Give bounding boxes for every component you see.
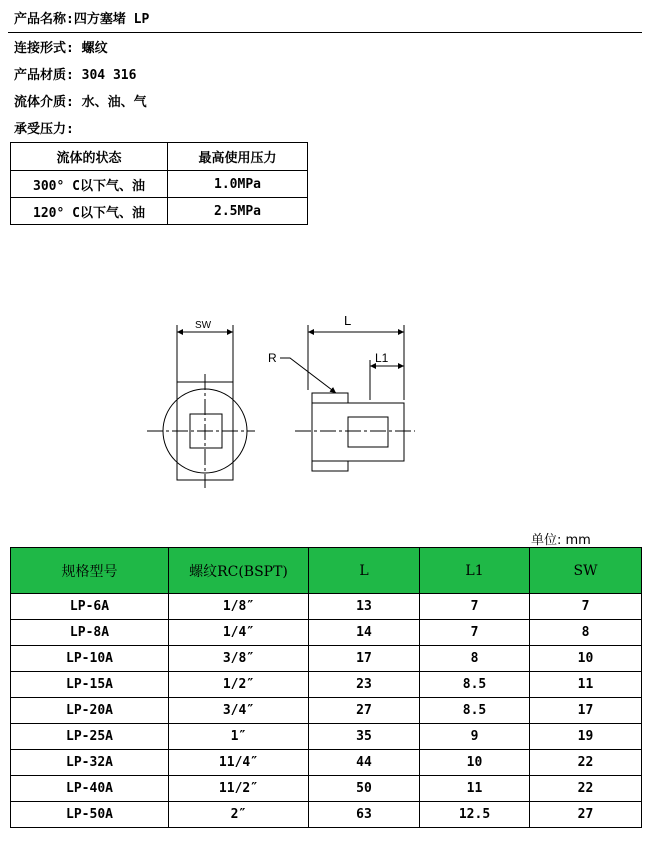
table-cell: 1/4″ <box>169 620 309 646</box>
table-cell: 2.5MPa <box>168 198 308 225</box>
table-cell: LP-25A <box>11 724 169 750</box>
table-row <box>11 646 642 672</box>
table-row <box>11 171 308 198</box>
pressure-table <box>10 142 308 225</box>
table-cell: LP-40A <box>11 776 169 802</box>
header-cell: L1 <box>420 548 530 594</box>
material-line: 产品材质: 304 316 <box>14 68 137 83</box>
table-row <box>11 198 308 225</box>
header-cell: 最高使用压力 <box>168 143 308 171</box>
table-cell: 23 <box>309 672 420 698</box>
table-cell: 11/4″ <box>169 750 309 776</box>
sw-label: SW <box>195 320 212 331</box>
table-cell: LP-8A <box>11 620 169 646</box>
table-cell: 8.5 <box>420 672 530 698</box>
table-cell: 63 <box>309 802 420 828</box>
table-row <box>11 698 642 724</box>
table-cell: 10 <box>530 646 642 672</box>
table-cell: 13 <box>309 594 420 620</box>
table-cell: 7 <box>420 594 530 620</box>
table-cell: 22 <box>530 776 642 802</box>
table-row <box>11 750 642 776</box>
table-cell: 17 <box>309 646 420 672</box>
table-cell: LP-50A <box>11 802 169 828</box>
front-view <box>147 325 255 488</box>
pressure-line: 承受压力: <box>14 122 74 137</box>
table-cell: 120° C以下气、油 <box>11 198 168 225</box>
r-label: R <box>268 351 277 365</box>
table-cell: LP-10A <box>11 646 169 672</box>
side-view <box>280 325 415 471</box>
table-cell: 9 <box>420 724 530 750</box>
unit-label: 单位: mm <box>531 533 591 548</box>
table-row <box>11 776 642 802</box>
table-cell: 27 <box>309 698 420 724</box>
table-row <box>11 594 642 620</box>
table-cell: LP-6A <box>11 594 169 620</box>
table-cell: 11 <box>420 776 530 802</box>
table-cell: 10 <box>420 750 530 776</box>
spec-table <box>10 547 642 828</box>
table-cell: 1.0MPa <box>168 171 308 198</box>
table-cell: 11 <box>530 672 642 698</box>
table-cell: 19 <box>530 724 642 750</box>
table-cell: 7 <box>530 594 642 620</box>
table-cell: 3/4″ <box>169 698 309 724</box>
header-cell: 流体的状态 <box>11 143 168 171</box>
header-cell: 螺纹RC(BSPT) <box>169 548 309 594</box>
table-cell: 11/2″ <box>169 776 309 802</box>
table-cell: 1/8″ <box>169 594 309 620</box>
table-cell: 12.5 <box>420 802 530 828</box>
table-cell: 22 <box>530 750 642 776</box>
table-cell: 17 <box>530 698 642 724</box>
table-cell: 14 <box>309 620 420 646</box>
l-label: L <box>344 313 352 328</box>
table-cell: 50 <box>309 776 420 802</box>
table-cell: 1″ <box>169 724 309 750</box>
table-cell: LP-15A <box>11 672 169 698</box>
table-cell: 2″ <box>169 802 309 828</box>
spec-table-header <box>11 548 642 594</box>
header-cell: L <box>309 548 420 594</box>
medium-line: 流体介质: 水、油、气 <box>14 95 147 110</box>
table-cell: LP-20A <box>11 698 169 724</box>
product-name-line: 产品名称:四方塞堵 LP <box>14 12 150 27</box>
plug-body <box>312 393 404 471</box>
technical-drawing <box>140 300 420 490</box>
table-row <box>11 620 642 646</box>
table-cell: 1/2″ <box>169 672 309 698</box>
pressure-table-header <box>11 143 308 171</box>
table-cell: 8 <box>420 646 530 672</box>
table-cell: 44 <box>309 750 420 776</box>
spec-table-body <box>11 594 642 828</box>
table-cell: 300° C以下气、油 <box>11 171 168 198</box>
divider <box>8 32 642 33</box>
table-cell: 27 <box>530 802 642 828</box>
table-row <box>11 802 642 828</box>
table-row <box>11 672 642 698</box>
table-cell: 8 <box>530 620 642 646</box>
table-cell: 7 <box>420 620 530 646</box>
table-cell: 8.5 <box>420 698 530 724</box>
hex-socket <box>348 417 388 447</box>
header-cell: 规格型号 <box>11 548 169 594</box>
table-cell: 35 <box>309 724 420 750</box>
header-cell: SW <box>530 548 642 594</box>
table-cell: 3/8″ <box>169 646 309 672</box>
l1-label: L1 <box>375 351 389 365</box>
table-cell: LP-32A <box>11 750 169 776</box>
table-row <box>11 724 642 750</box>
connection-line: 连接形式: 螺纹 <box>14 41 108 56</box>
